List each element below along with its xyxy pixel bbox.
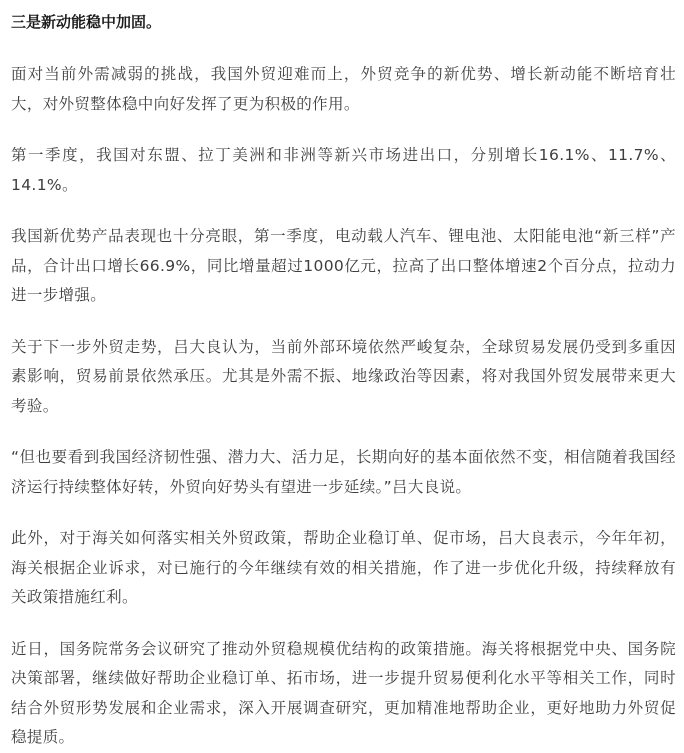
paragraph-state-council: 近日，国务院常务会议研究了推动外贸稳规模优结构的政策措施。海关将根据党中央、国务院决策部署，继续做好帮助企业稳订单、拓市场，进一步提升贸易便利化水平等相关工作，同时结合外贸形势发展和企业需求，深入开展调查研究，更加精准地帮助企业，更好地助力外贸促稳提质。 <box>11 639 676 746</box>
paragraph-outlook: 关于下一步外贸走势，吕大良认为，当前外部环境依然严峻复杂，全球贸易发展仍受到多重因素影响，贸易前景依然承压。尤其是外需不振、地缘政治等因素，将对我国外贸发展带来更大考验。 <box>11 337 676 415</box>
paragraph-quote: “但也要看到我国经济韧性强、潜力大、活力足，长期向好的基本面依然不变，相信随着我国经济运行持续整体好转，外贸向好势头有望进一步延续。”吕大良说。 <box>11 448 676 496</box>
paragraph-challenge: 面对当前外需减弱的挑战，我国外贸迎难而上，外贸竞争的新优势、增长新动能不断培育壮大，对外贸整体稳中向好发挥了更为积极的作用。 <box>11 65 676 113</box>
section-heading: 三是新动能稳中加固。 <box>11 13 162 31</box>
paragraph-new-products: 我国新优势产品表现也十分亮眼，第一季度，电动载人汽车、锂电池、太阳能电池“新三样”产品，合计出口增长66.9%，同比增量超过1000亿元，拉高了出口整体增速2个百分点，拉动力进一步增强。 <box>11 227 676 304</box>
paragraph-emerging-markets: 第一季度，我国对东盟、拉丁美洲和非洲等新兴市场进出口，分别增长16.1%、11.7%、14.1%。 <box>11 146 676 194</box>
paragraph-customs-policy: 此外，对于海关如何落实相关外贸政策，帮助企业稳订单、促市场，吕大良表示，今年年初，海关根据企业诉求，对已施行的今年继续有效的相关措施，作了进一步优化升级，持续释放有关政策措施红利。 <box>11 529 676 606</box>
